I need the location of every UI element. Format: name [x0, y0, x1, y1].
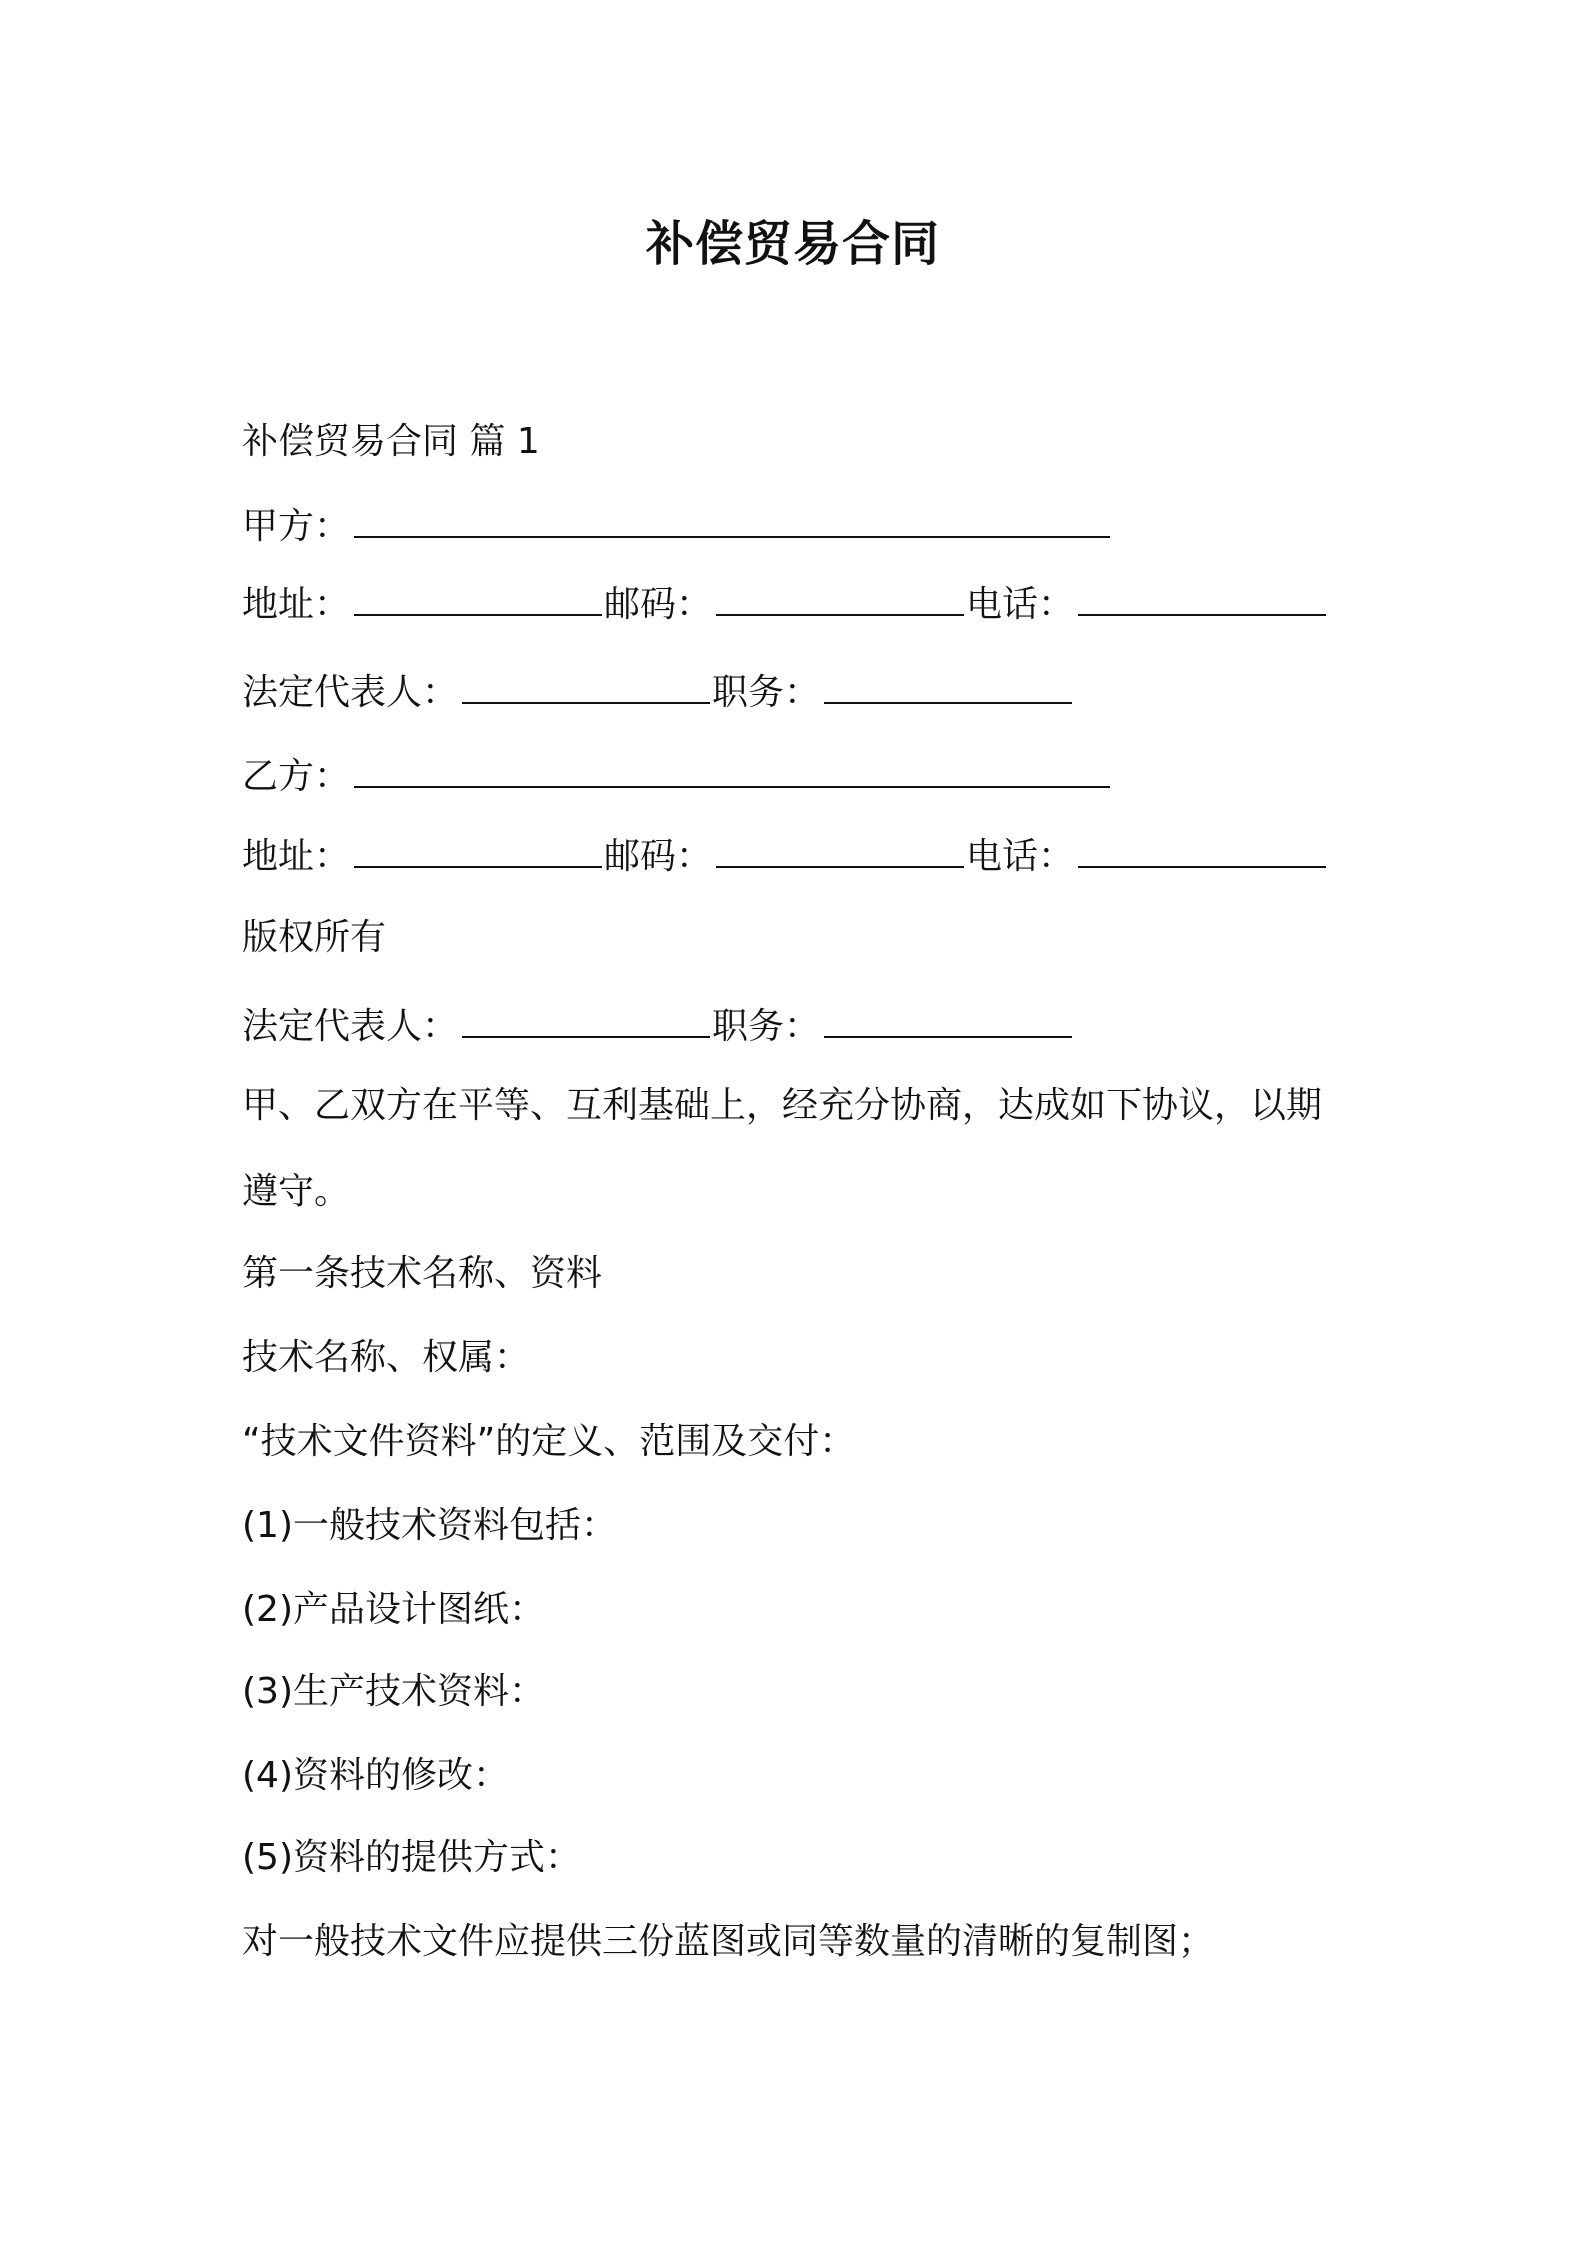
party-b-address-blank [354, 832, 602, 868]
party-a-position-blank [824, 668, 1072, 704]
party-b-position-label: 职务： [712, 1006, 821, 1047]
party-b-postcode-blank [716, 832, 964, 868]
party-b-postcode-label: 邮码： [604, 836, 713, 877]
party-b-address-row [242, 832, 1328, 881]
intro-paragraph-line-1: 甲、乙双方在平等、互利基础上，经充分协商，达成如下协议，以期 [242, 1085, 1323, 1126]
list-item: (3)生产技术资料： [242, 1671, 545, 1712]
party-b-address-label: 地址： [242, 836, 351, 877]
article-1-title: 第一条技术名称、资料 [242, 1253, 603, 1294]
party-a-postcode-label: 邮码： [604, 584, 713, 625]
party-b-legal-rep-label: 法定代表人： [242, 1006, 459, 1047]
party-a-position-label: 职务： [712, 672, 821, 713]
party-a-address-row [242, 580, 1328, 629]
party-a-address-blank [354, 580, 602, 616]
tech-docs-copies-line: 对一般技术文件应提供三份蓝图或同等数量的清晰的复制图； [242, 1921, 1215, 1962]
list-item: (1)一般技术资料包括： [242, 1505, 617, 1546]
document-title: 补偿贸易合同 [645, 216, 940, 272]
party-b-row [242, 752, 1112, 801]
party-a-label: 甲方： [242, 506, 351, 547]
party-a-phone-label: 电话： [966, 584, 1075, 625]
copyright-text: 版权所有 [242, 917, 387, 958]
party-a-legal-rep-label: 法定代表人： [242, 672, 459, 713]
party-a-legal-rep-blank [462, 668, 710, 704]
tech-docs-definition: “技术文件资料”的定义、范围及交付： [242, 1421, 856, 1462]
party-b-legal-rep-row [242, 1002, 1074, 1051]
party-b-label: 乙方： [242, 756, 351, 797]
party-b-legal-rep-blank [462, 1002, 710, 1038]
party-b-phone-label: 电话： [966, 836, 1075, 877]
list-item: (5)资料的提供方式： [242, 1837, 581, 1878]
party-a-phone-blank [1078, 580, 1326, 616]
party-b-position-blank [824, 1002, 1072, 1038]
party-b-phone-blank [1078, 832, 1326, 868]
tech-name-ownership: 技术名称、权属： [242, 1337, 531, 1378]
party-a-address-label: 地址： [242, 584, 351, 625]
party-a-blank [354, 502, 1110, 538]
party-a-postcode-blank [716, 580, 964, 616]
intro-paragraph-line-2: 遵守。 [242, 1171, 351, 1212]
section-heading: 补偿贸易合同 篇 1 [242, 421, 540, 462]
list-item: (4)资料的修改： [242, 1755, 509, 1796]
party-a-row [242, 502, 1112, 551]
party-a-legal-rep-row [242, 668, 1074, 717]
party-b-blank [354, 752, 1110, 788]
list-item: (2)产品设计图纸： [242, 1589, 545, 1630]
